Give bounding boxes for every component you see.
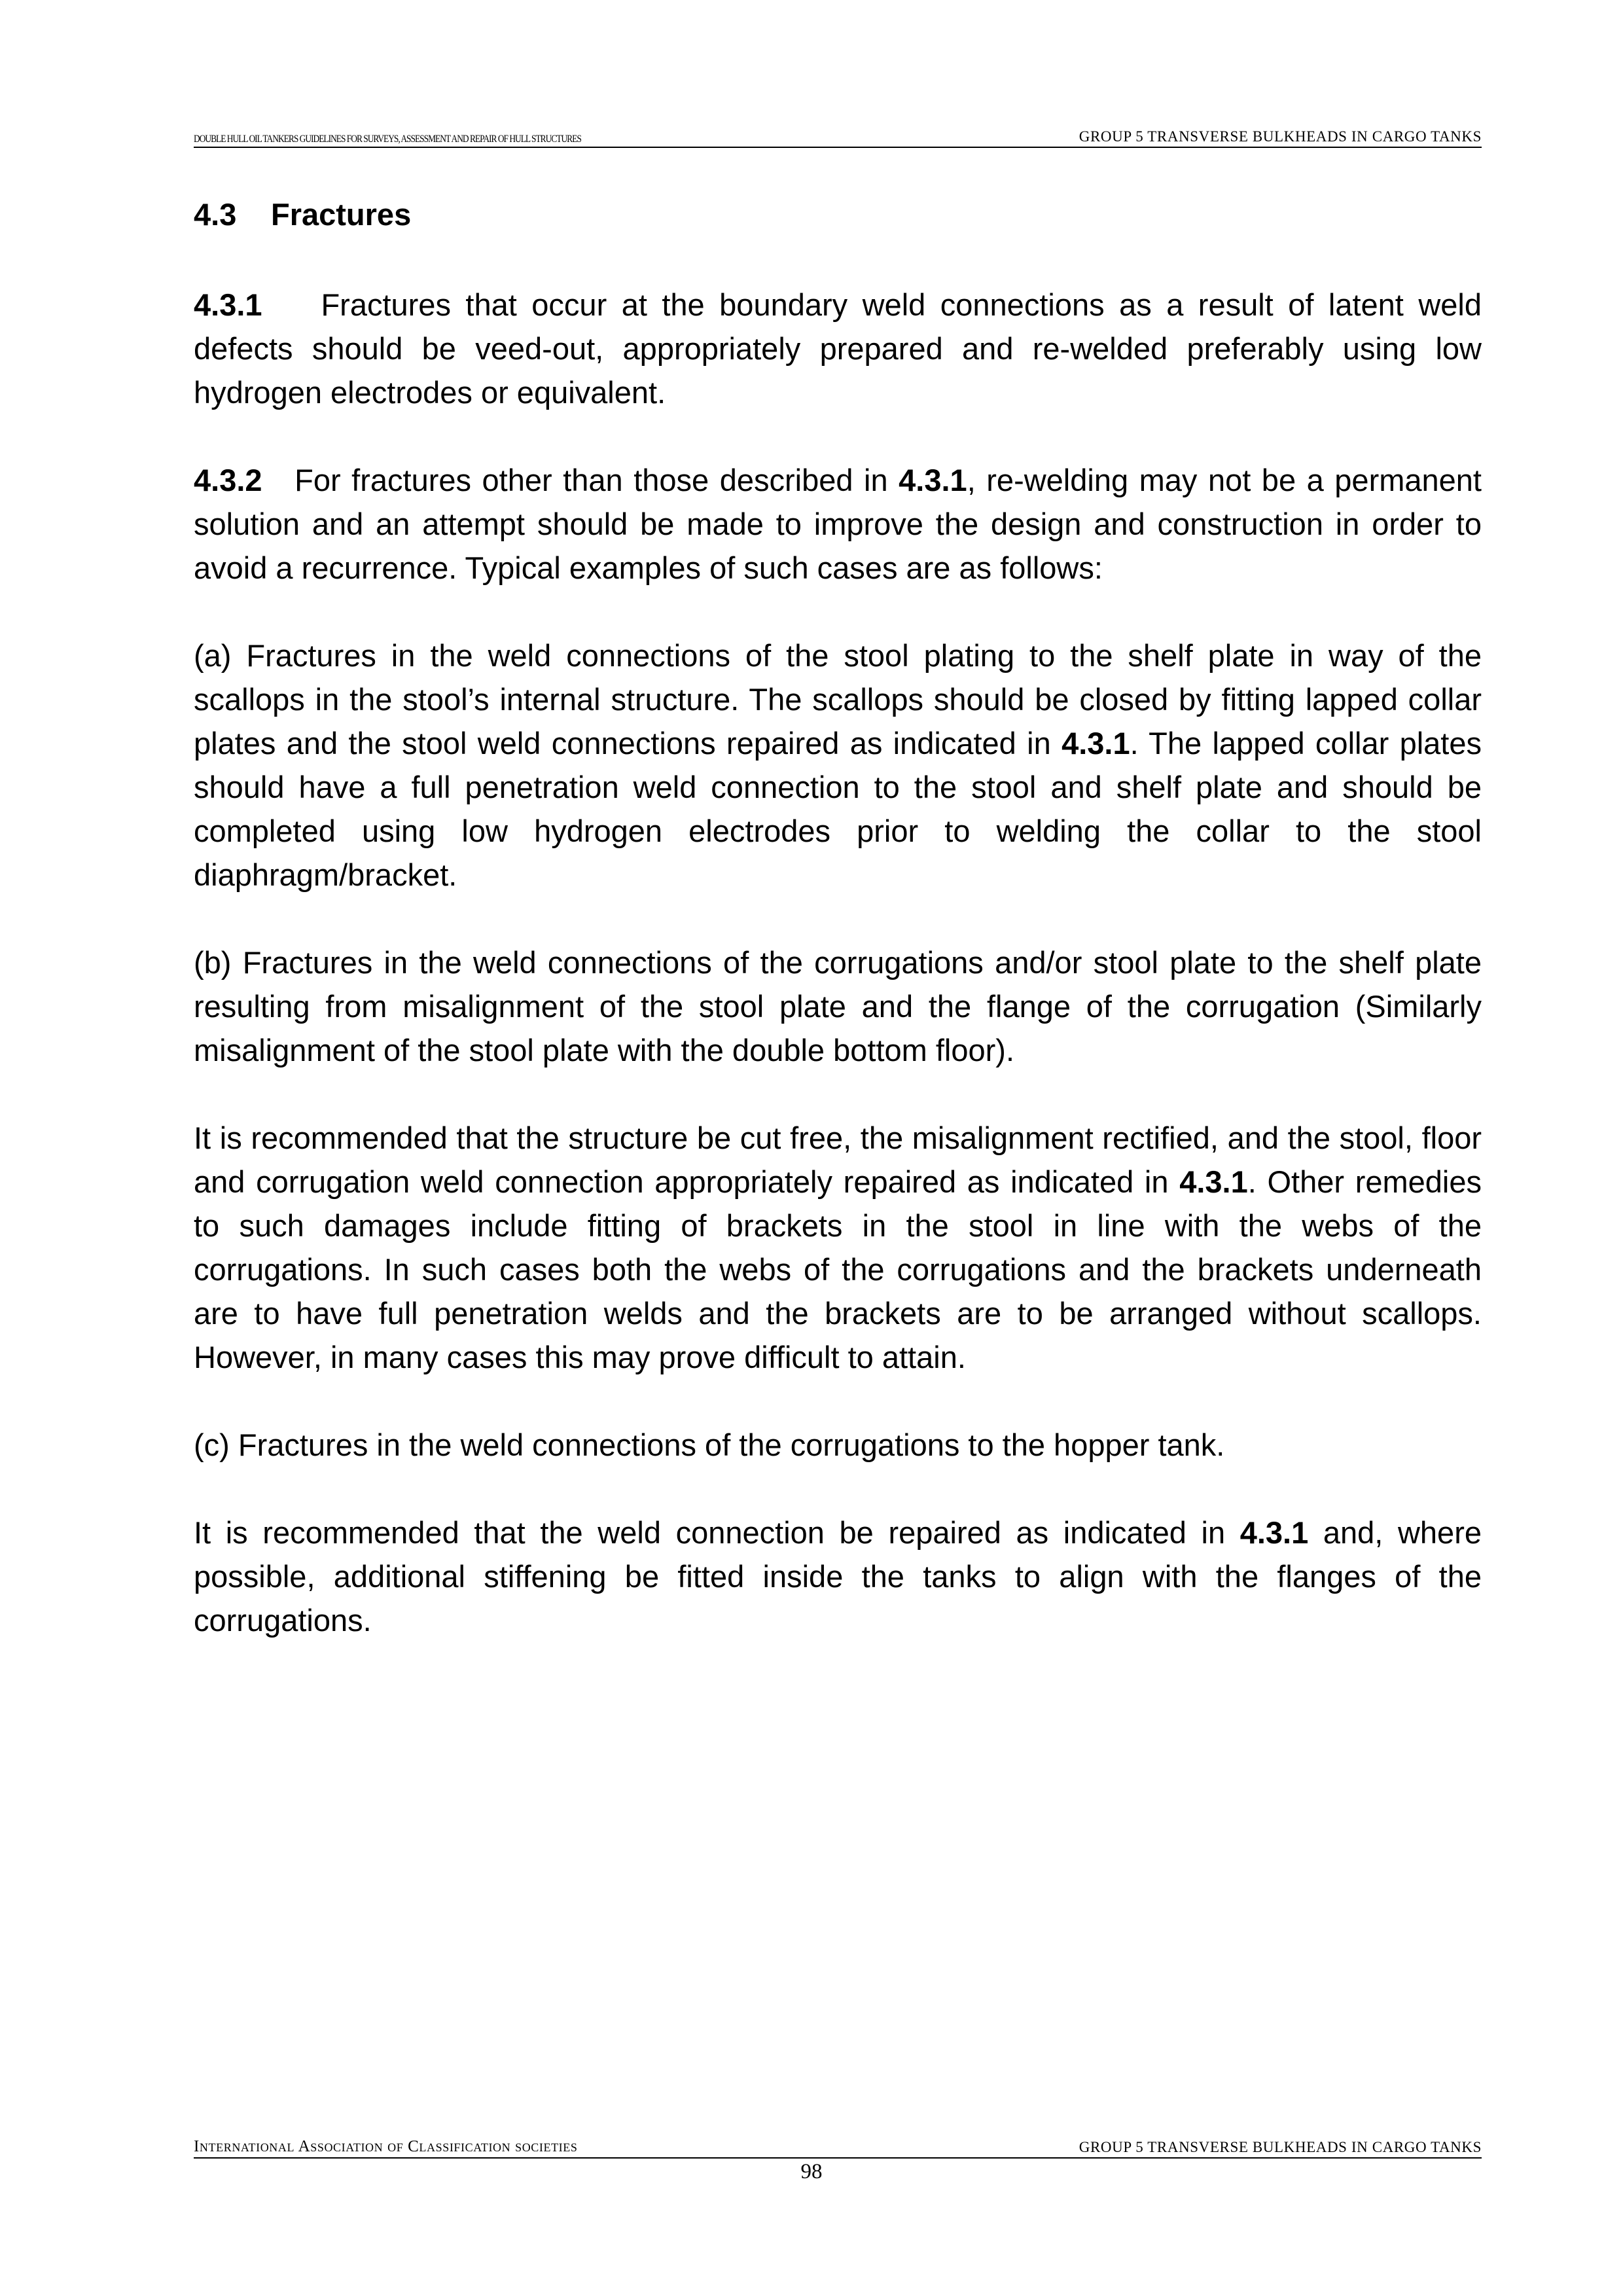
running-footer — [194, 2138, 1482, 2159]
paragraph-text: and, where possible, additional stiffening be fitted inside the tanks to align with the flanges of the corrugations. — [194, 1515, 1482, 1638]
cross-reference: 4.3.1 — [899, 463, 967, 497]
paragraph-text: It is recommended that the structure be cut free, the misalignment rectified, and the stool, floor and corrugation weld connection appropriately repaired as indicated in — [194, 1121, 1482, 1199]
paragraph-text: . Other remedies to such damages include fitting of brackets in the stool in line with the webs of the corrugations. In such cases both the webs of the corrugations and the brackets underneath are to have full penetration welds and the brackets are to be arranged without scallops. However, in many cases this may prove difficult to attain. — [194, 1164, 1482, 1374]
document-body — [194, 283, 1482, 1686]
paragraph-text: It is recommended that the weld connection be repaired as indicated in — [194, 1515, 1240, 1550]
paragraph-number: 4.3.2 — [194, 463, 262, 497]
paragraph-case-c — [194, 1423, 1482, 1467]
cross-reference: 4.3.1 — [1179, 1164, 1248, 1199]
paragraph-text: For fractures other than those described in — [294, 463, 899, 497]
section-title-text: Fractures — [271, 197, 412, 232]
cross-reference: 4.3.1 — [1240, 1515, 1309, 1550]
cross-reference: 4.3.1 — [1061, 726, 1130, 761]
footer-organization: International Association of Classification societies — [194, 2138, 578, 2155]
paragraph-case-b-recommendation — [194, 1116, 1482, 1379]
page-number: 98 — [800, 2160, 823, 2183]
paragraph-text: Fractures that occur at the boundary weld connections as a result of latent weld defects should be veed-out, appropriately prepared and re-welded preferably using low hydrogen electrodes or equivalent. — [194, 287, 1482, 410]
footer-section-title: GROUP 5 TRANSVERSE BULKHEADS IN CARGO TANKS — [1079, 2139, 1482, 2155]
paragraph-text: . The lapped collar plates should have a full penetration weld connection to the stool and shelf plate and should be completed using low hydrogen electrodes prior to welding the collar to the stool diaphragm/bracket. — [194, 726, 1482, 892]
paragraph-4-3-1 — [194, 283, 1482, 414]
paragraph-text: , re-welding may not be a permanent solution and an attempt should be made to improve the design and construction in order to avoid a recurrence. Typical examples of such cases are as follows: — [194, 463, 1482, 585]
paragraph-4-3-2 — [194, 458, 1482, 590]
header-document-title: DOUBLE HULL OIL TANKERS GUIDELINES FOR SURVEYS, ASSESSMENT AND REPAIR OF HULL STRUCTURES — [194, 134, 581, 145]
paragraph-case-c-recommendation — [194, 1511, 1482, 1642]
paragraph-text: (b) Fractures in the weld connections of the corrugations and/or stool plate to the shelf plate resulting from misalignment of the stool plate and the flange of the corrugation (Similarly misalignment of the stool plate with the double bottom floor). — [194, 945, 1482, 1067]
paragraph-text: (a) Fractures in the weld connections of the stool plating to the shelf plate in way of the scallops in the stool’s internal structure. The scallops should be closed by fitting lapped collar plates and the stool weld connections repaired as indicated in — [194, 638, 1482, 761]
running-header — [194, 128, 1482, 148]
paragraph-text: (c) Fractures in the weld connections of the corrugations to the hopper tank. — [194, 1427, 1225, 1462]
section-heading — [194, 196, 411, 232]
section-number: 4.3 — [194, 197, 237, 232]
header-section-title: GROUP 5 TRANSVERSE BULKHEADS IN CARGO TANKS — [1079, 128, 1482, 145]
paragraph-case-a — [194, 634, 1482, 897]
paragraph-case-b — [194, 941, 1482, 1072]
paragraph-number: 4.3.1 — [194, 287, 262, 322]
